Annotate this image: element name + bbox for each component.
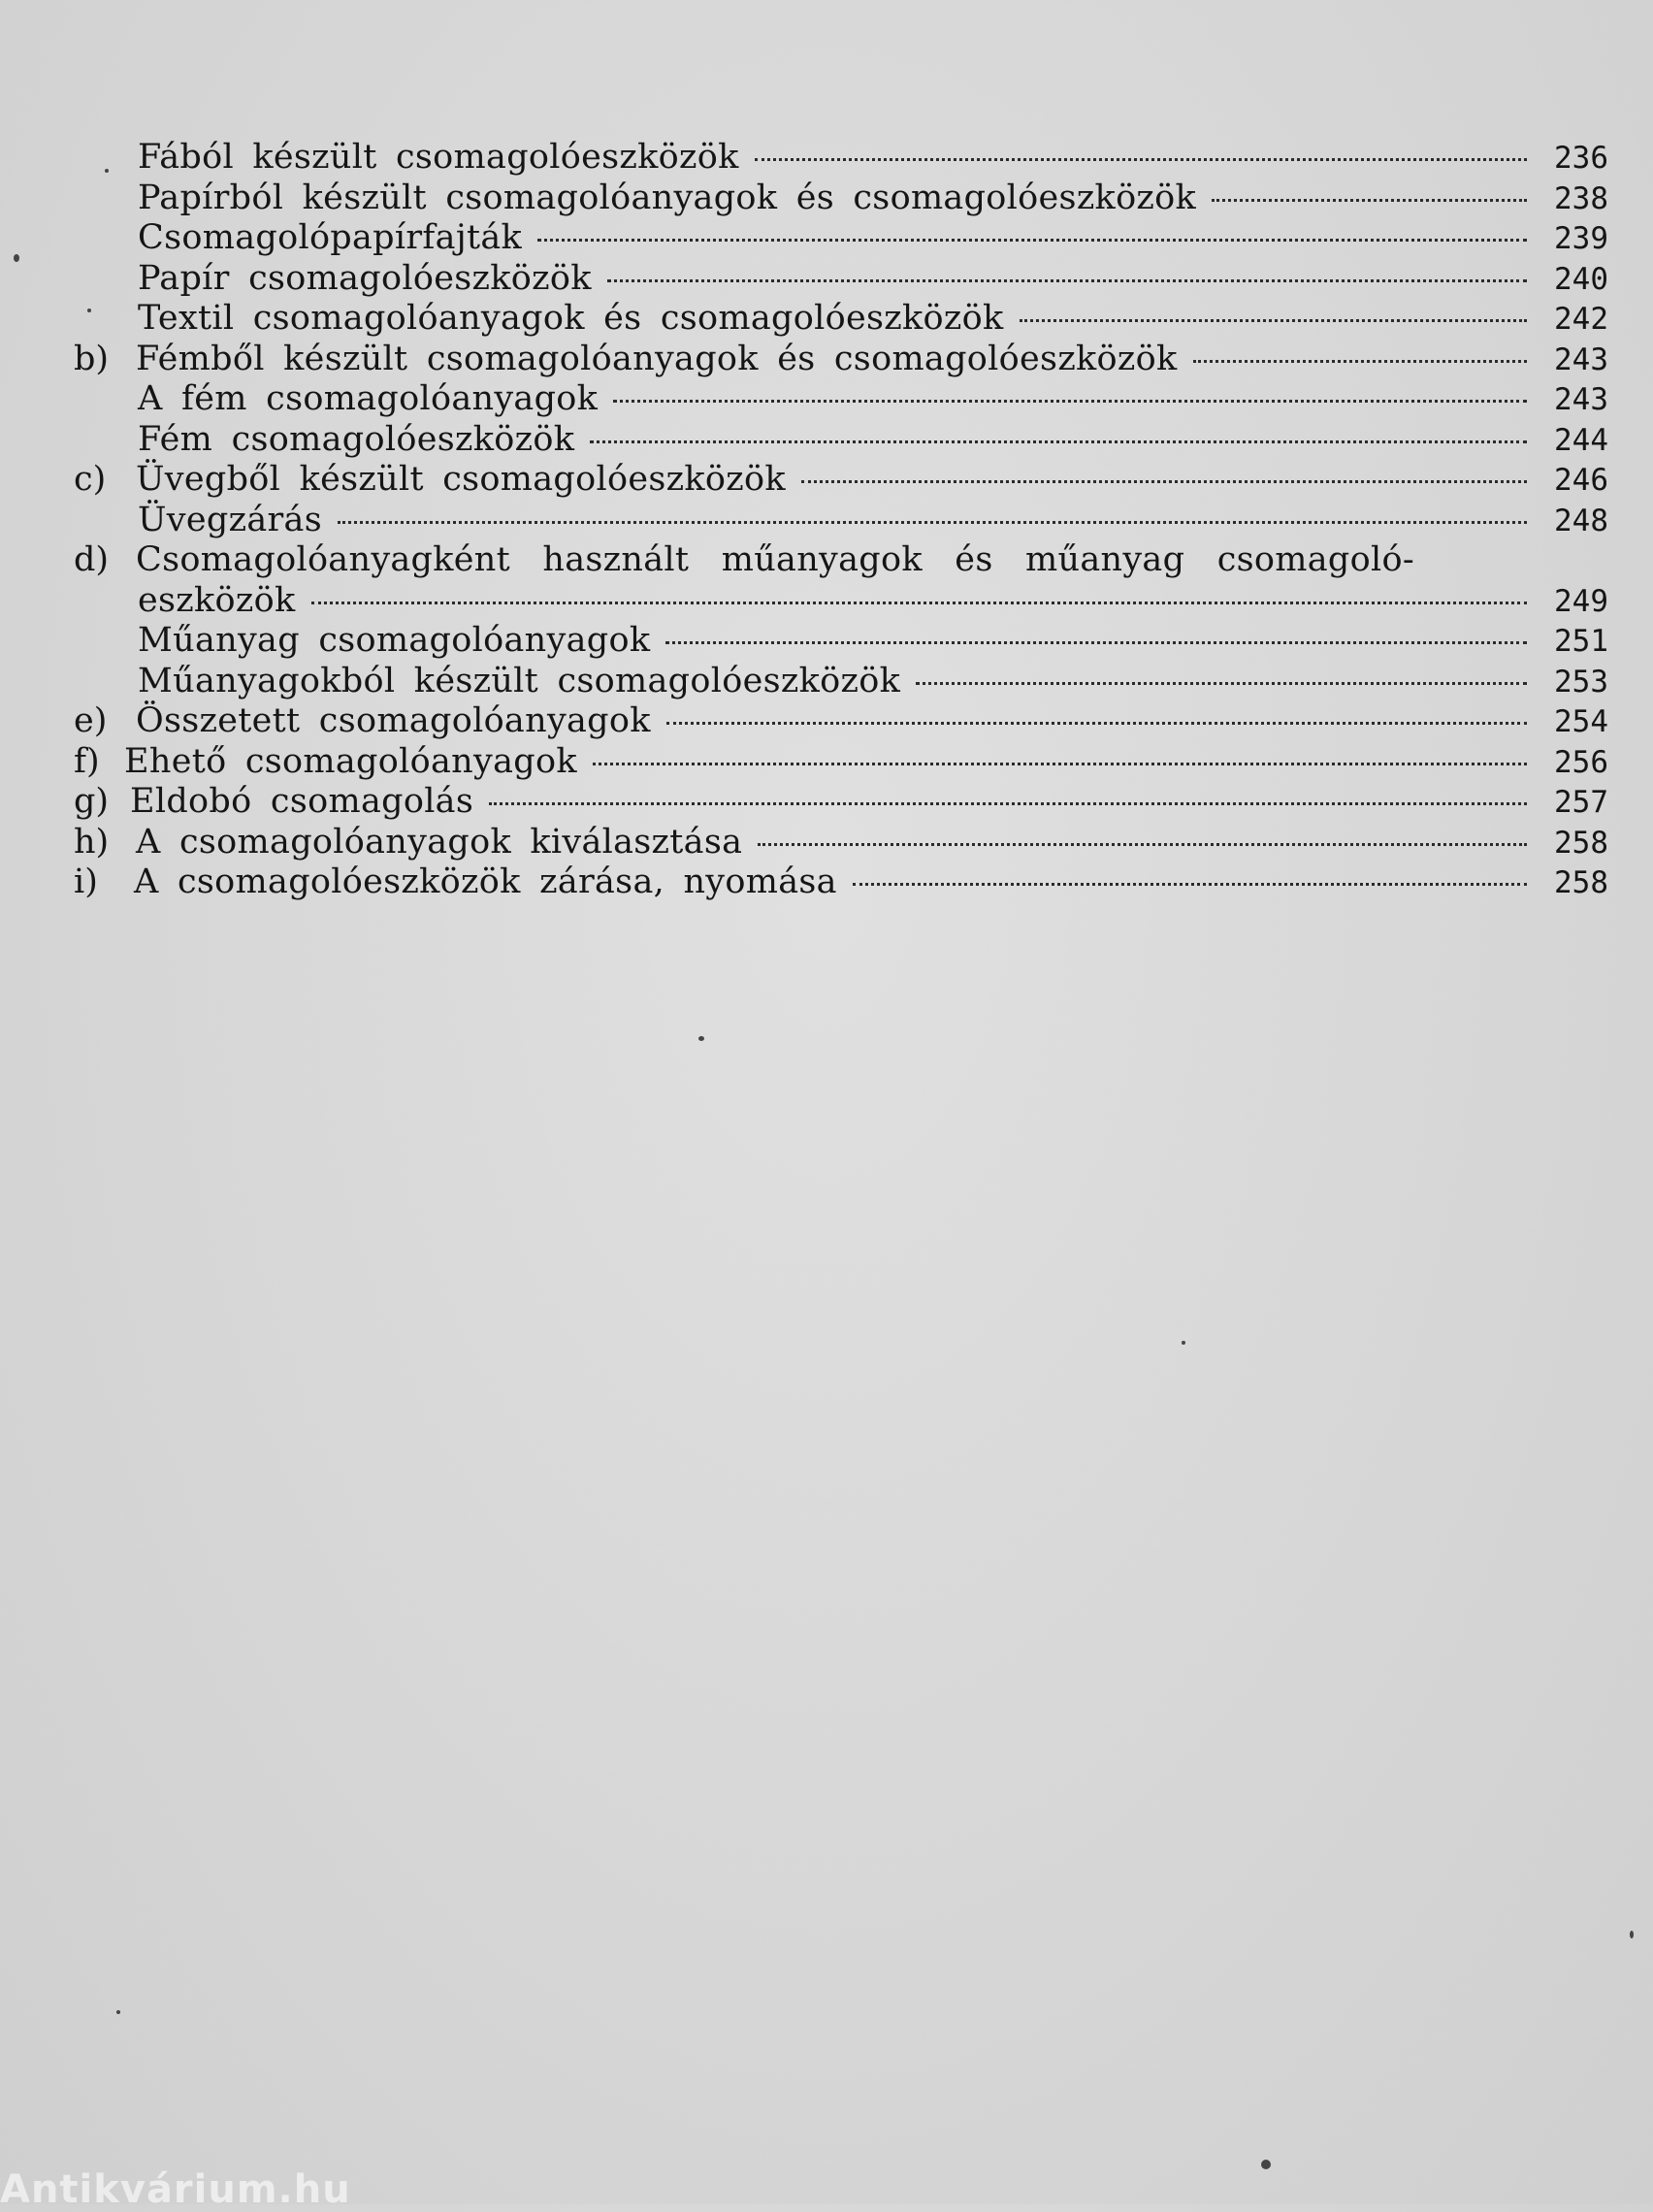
toc-entry [68, 782, 1608, 823]
toc-entry [68, 460, 1608, 501]
toc-entry-page: 248 [1554, 503, 1608, 538]
toc-entry [68, 218, 1608, 259]
toc-entry [68, 540, 1608, 581]
paper-speck [105, 169, 109, 173]
toc-entry-page: 249 [1554, 583, 1608, 619]
dot-leader [755, 158, 1527, 161]
dot-leader [489, 802, 1527, 805]
toc-entry-title: Csomagolóanyagként használt műanyagok és műanyag csomagoló- [136, 540, 1414, 579]
toc-entry-letter: d) [74, 540, 110, 579]
dot-leader [338, 521, 1527, 524]
toc-entry [68, 823, 1608, 863]
paper-speck [1630, 1931, 1634, 1938]
paper-speck [14, 254, 19, 262]
toc-entry-title: Ehető csomagolóanyagok [124, 741, 577, 781]
dot-leader [311, 602, 1527, 604]
toc-entry-title: Üvegzárás [138, 500, 322, 539]
toc-entry-title: Csomagolópapírfajták [138, 218, 523, 257]
toc-entry-letter: g) [74, 782, 110, 821]
toc-entry [68, 862, 1608, 903]
dot-leader [758, 843, 1527, 846]
paper-speck [87, 309, 91, 312]
toc-entry-title: Papír csomagolóeszközök [138, 258, 592, 298]
toc-entry-page: 238 [1554, 180, 1608, 216]
toc-entry-page: 243 [1554, 342, 1608, 377]
toc-entry [68, 179, 1608, 219]
toc-entry-letter: f) [74, 741, 100, 781]
toc-entry-letter: b) [74, 339, 110, 378]
toc-entry-page: 244 [1554, 422, 1608, 458]
toc-entry-page: 256 [1554, 744, 1608, 780]
toc-entry-page: 246 [1554, 463, 1608, 498]
toc-entry-title: Műanyagokból készült csomagolóeszközök [138, 661, 901, 700]
toc-entry-title: Textil csomagolóanyagok és csomagolóeszközök [138, 299, 1004, 338]
toc-entry [68, 581, 1608, 622]
dot-leader [1020, 319, 1528, 322]
toc-entry-page: 258 [1554, 825, 1608, 861]
toc-entry-title: A fém csomagolóanyagok [138, 379, 599, 418]
toc-entry-letter: e) [74, 701, 108, 740]
toc-entry-title: Eldobó csomagolás [130, 782, 474, 821]
toc-entry [68, 379, 1608, 420]
toc-entry-letter: i) [74, 862, 98, 901]
table-of-contents [68, 138, 1608, 903]
toc-entry-page: 242 [1554, 302, 1608, 337]
toc-entry-title: Műanyag csomagolóanyagok [138, 621, 651, 660]
toc-entry-page: 240 [1554, 261, 1608, 297]
toc-entry [68, 259, 1608, 300]
dot-leader [613, 400, 1527, 403]
toc-entry [68, 340, 1608, 380]
toc-entry [68, 501, 1608, 541]
dot-leader [607, 279, 1527, 282]
toc-entry-letter: c) [74, 460, 107, 499]
dot-leader [593, 763, 1527, 765]
dot-leader [537, 239, 1527, 242]
toc-entry-title: A csomagolóanyagok kiválasztása [136, 822, 743, 862]
paper-speck [1182, 1341, 1185, 1345]
toc-entry-title: eszközök [138, 580, 296, 620]
dot-leader [666, 722, 1527, 725]
toc-entry [68, 138, 1608, 179]
dot-leader [590, 440, 1527, 443]
toc-entry [68, 662, 1608, 702]
toc-entry [68, 420, 1608, 461]
dot-leader [801, 480, 1527, 483]
toc-entry [68, 701, 1608, 742]
dot-leader [1212, 199, 1527, 202]
toc-entry-page: 236 [1554, 141, 1608, 176]
toc-entry-page: 251 [1554, 624, 1608, 659]
paper-speck [698, 1036, 704, 1041]
toc-entry-title: Összetett csomagolóanyagok [136, 701, 651, 740]
dot-leader [916, 682, 1527, 685]
toc-entry-title: Papírból készült csomagolóanyagok és csomagolóeszközök [138, 178, 1197, 217]
toc-entry-page: 243 [1554, 382, 1608, 417]
toc-entry-title: Fából készült csomagolóeszközök [138, 138, 739, 177]
paper-speck [1261, 2160, 1271, 2169]
dot-leader [853, 883, 1527, 886]
toc-entry-letter: h) [74, 822, 110, 862]
toc-entry-title: Fémből készült csomagolóanyagok és csomagolóeszközök [136, 339, 1178, 378]
watermark: Antikvárium.hu [0, 2167, 351, 2212]
dot-leader [665, 641, 1527, 644]
toc-entry-page: 257 [1554, 785, 1608, 820]
dot-leader [1193, 360, 1527, 363]
toc-entry-page: 254 [1554, 704, 1608, 739]
toc-entry-page: 253 [1554, 664, 1608, 699]
toc-entry [68, 742, 1608, 783]
toc-entry-page: 239 [1554, 221, 1608, 256]
toc-entry-title: Fém csomagolóeszközök [138, 419, 575, 459]
toc-entry-page: 258 [1554, 865, 1608, 900]
toc-entry [68, 621, 1608, 662]
toc-entry [68, 299, 1608, 340]
paper-speck [116, 2010, 120, 2014]
toc-entry-title: Üvegből készült csomagolóeszközök [136, 460, 786, 499]
toc-entry-title: A csomagolóeszközök zárása, nyomása [134, 862, 837, 901]
